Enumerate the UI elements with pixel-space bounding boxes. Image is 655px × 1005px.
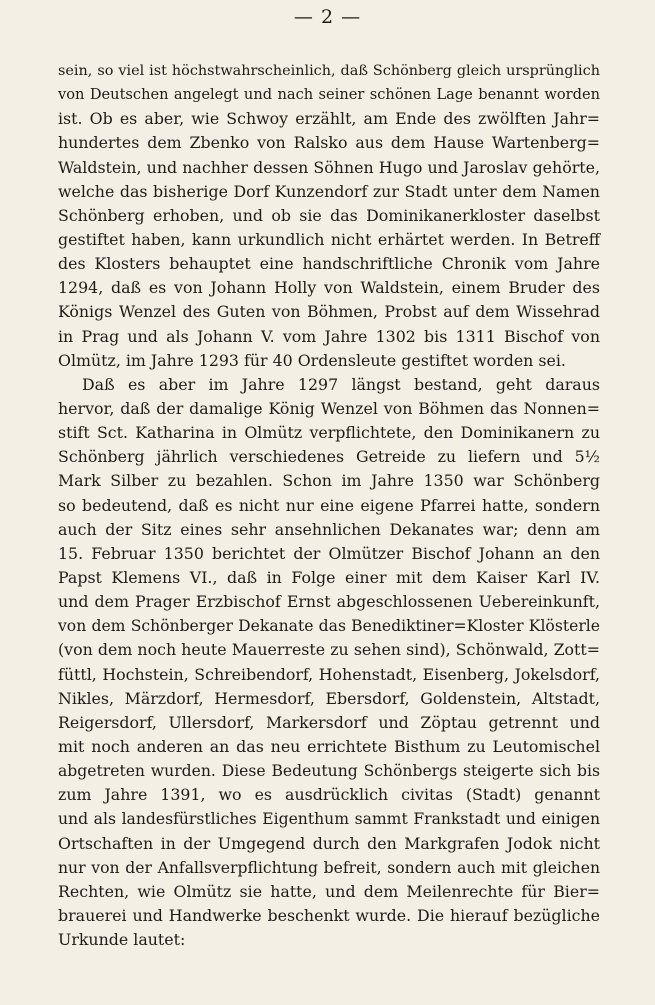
text-line: Königs Wenzel des Guten von Böhmen, Probst auf dem Wissehrad [58, 302, 600, 322]
text-line: nur von der Anfallsverpflichtung befreit, sondern auch mit gleichen [58, 858, 600, 877]
text-line: des Klosters behauptet eine handschriftliche Chronik vom Jahre [58, 254, 600, 274]
text-line: 15. Februar 1350 berichtet der Olmützer Bischof Johann an den [58, 543, 600, 563]
text-line: hundertes dem Zbenko von Ralsko aus dem Hause Wartenberg= [58, 133, 600, 153]
text-line: 1294, daß es von Johann Holly von Waldstein, einem Bruder des [58, 278, 600, 298]
text-line: brauerei und Handwerke beschenkt wurde. Die hierauf bezügliche [58, 905, 600, 925]
text-line: auch der Sitz eines sehr ansehnlichen Dekanates war; denn am [58, 519, 600, 539]
text-line: gestiftet haben, kann urkundlich nicht erhärtet werden. In Betreff [58, 229, 600, 249]
text-line: so bedeutend, daß es nicht nur eine eigene Pfarrei hatte, sondern [58, 495, 600, 515]
text-line: und als landesfürstliches Eigenthum sammt Frankstadt und einigen [58, 810, 600, 829]
text-line: abgetreten wurden. Diese Bedeutung Schönbergs steigerte sich bis [58, 762, 600, 781]
text-line: Rechten, wie Olmütz sie hatte, und dem Meilenrechte für Bier= [58, 881, 600, 901]
paragraph-start-line: Daß es aber im Jahre 1297 längst bestand, geht daraus [82, 374, 600, 394]
text-line: Schönberg jährlich verschiedenes Getreide zu liefern und 5½ [58, 447, 600, 467]
text-line: stift Sct. Katharina in Olmütz verpflichtete, den Dominikanern zu [58, 423, 600, 443]
text-line: sein, so viel ist höchstwahrscheinlich, daß Schönberg gleich ursprünglich [58, 63, 600, 79]
text-line: ist. Ob es aber, wie Schwoy erzählt, am Ende des zwölften Jahr= [58, 109, 600, 129]
paragraph-end-line: Olmütz, im Jahre 1293 für 40 Ordensleute gestiftet worden sei. [58, 350, 566, 370]
text-line: Ortschaften in der Umgegend durch den Markgrafen Jodok nicht [58, 833, 600, 853]
text-line: von Deutschen angelegt und nach seiner schönen Lage benannt worden [58, 86, 600, 104]
text-line: Schönberg erhoben, und ob sie das Dominikanerkloster daselbst [58, 205, 600, 225]
text-line: und dem Prager Erzbischof Ernst abgeschlossenen Uebereinkunft, [58, 592, 600, 612]
text-line: (von dem noch heute Mauerreste zu sehen sind), Schönwald, Zott= [58, 640, 600, 660]
text-line: Mark Silber zu bezahlen. Schon im Jahre 1350 war Schönberg [58, 471, 600, 491]
body-text [58, 59, 600, 952]
text-line: hervor, daß der damalige König Wenzel von Böhmen das Nonnen= [58, 398, 600, 418]
text-line: füttl, Hochstein, Schreibendorf, Hohenstadt, Eisenberg, Jokelsdorf, [58, 664, 600, 684]
text-line: welche das bisherige Dorf Kunzendorf zur Stadt unter dem Namen [58, 181, 600, 201]
text-line: Waldstein, und nachher dessen Söhnen Hugo und Jaroslav gehörte, [58, 157, 600, 177]
paragraph-end-line: Urkunde lautet: [58, 930, 186, 950]
text-line: Reigersdorf, Ullersdorf, Markersdorf und Zöptau getrennt und [58, 712, 600, 732]
text-line: Papst Klemens VI., daß in Folge einer mit dem Kaiser Karl IV. [58, 567, 600, 587]
text-line: von dem Schönberger Dekanate das Benediktiner=Kloster Klösterle [58, 617, 600, 636]
text-line: Nikles, Märzdorf, Hermesdorf, Ebersdorf, Goldenstein, Altstadt, [58, 688, 600, 708]
text-line: in Prag und als Johann V. vom Jahre 1302 bis 1311 Bischof von [58, 326, 600, 346]
page-number: — 2 — [293, 6, 362, 28]
text-line: zum Jahre 1391, wo es ausdrücklich civitas (Stadt) genannt [58, 785, 600, 805]
text-line: mit noch anderen an das neu errichtete Bisthum zu Leutomischel [58, 736, 600, 756]
